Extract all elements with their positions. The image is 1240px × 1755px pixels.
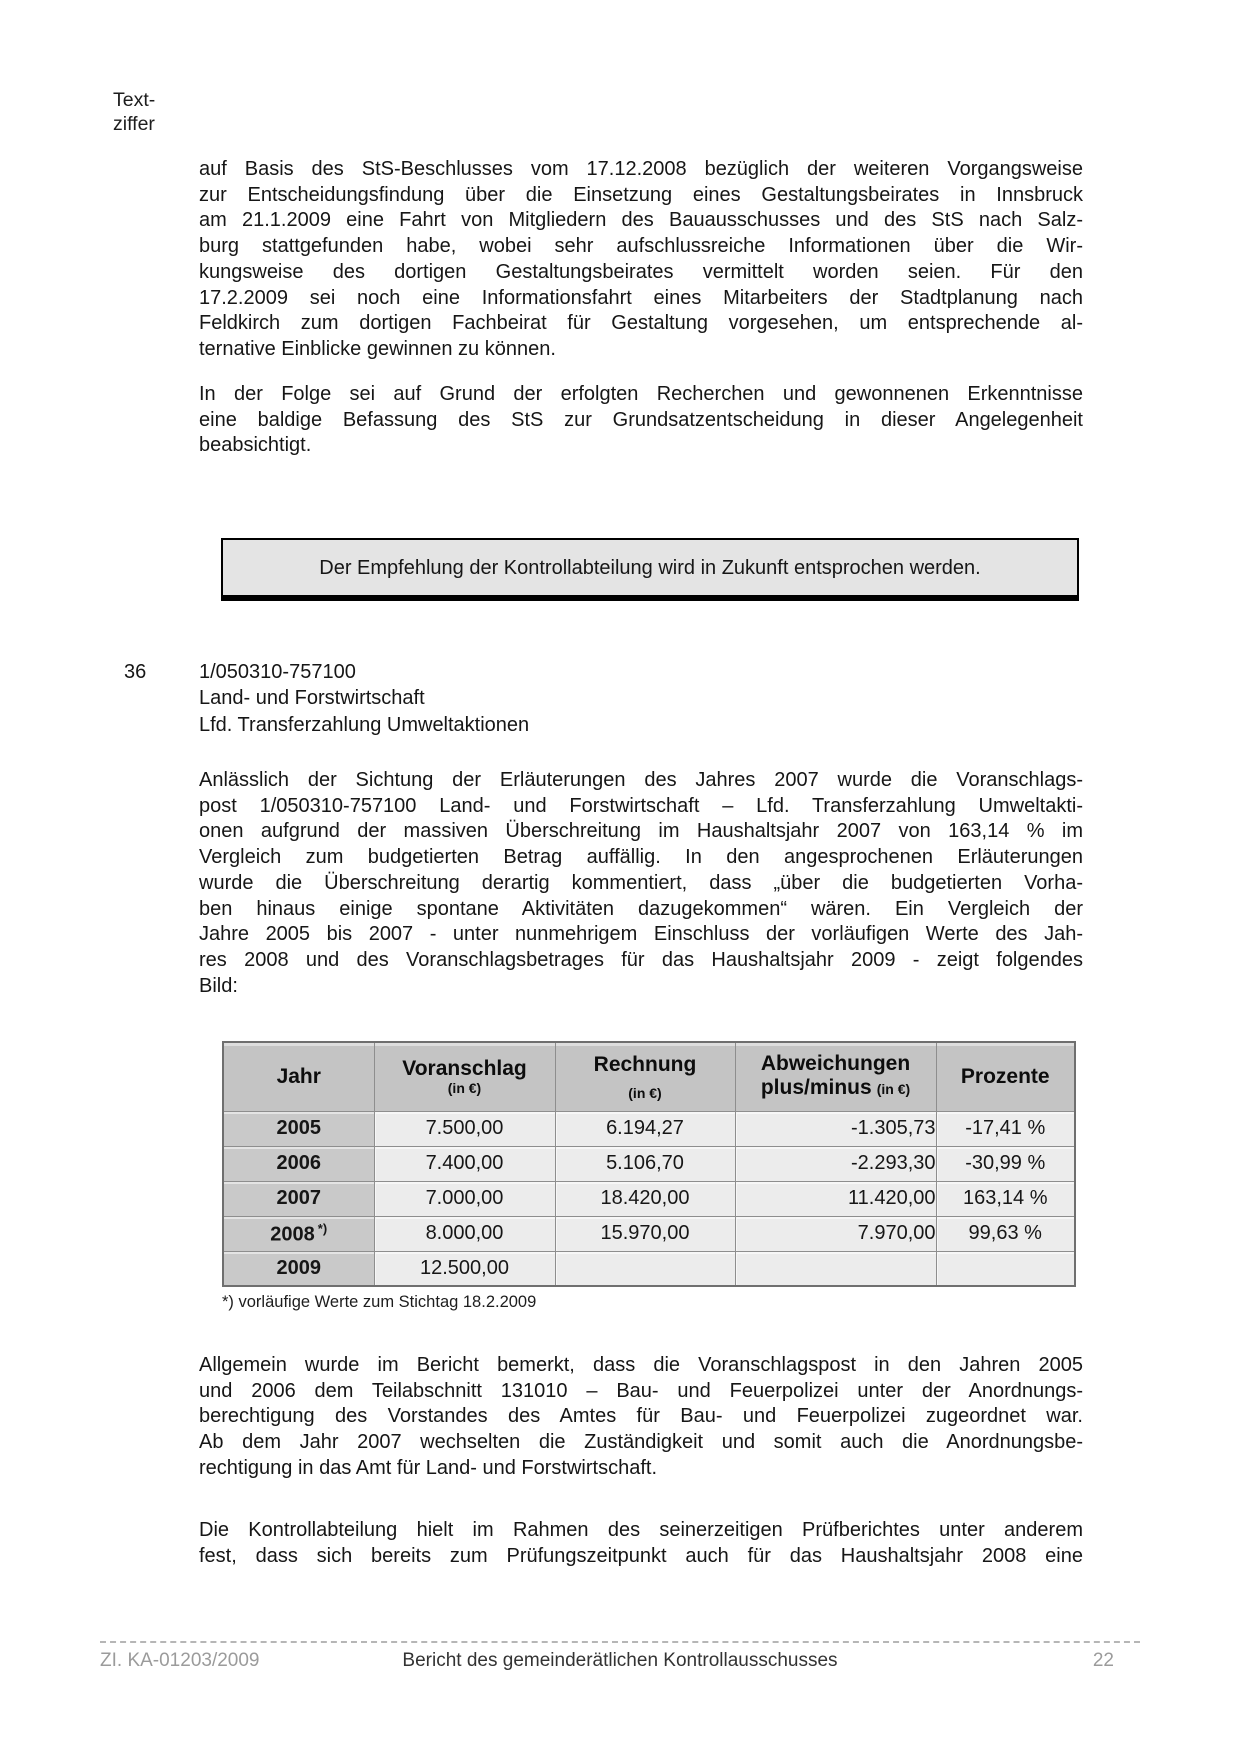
cell-jahr: 2009 xyxy=(223,1251,374,1286)
text-line: Bild: xyxy=(199,974,238,997)
cell-rechnung xyxy=(555,1251,735,1286)
footnote-marker: *) xyxy=(317,1220,328,1236)
text-line: Feldkirch zum dortigen Fachbeirat für Gestaltung vorgesehen, um entsprechende al- xyxy=(199,312,1083,335)
cell-voranschlag: 7.000,00 xyxy=(374,1181,555,1216)
cell-prozent xyxy=(936,1251,1075,1286)
table-header-row xyxy=(223,1042,1075,1111)
text-line: 17.2.2009 sei noch eine Informationsfahrt eines Mitarbeiters der Stadtplanung nach xyxy=(199,286,1083,309)
col-header-rechnung xyxy=(555,1042,735,1111)
cell-prozent: 163,14 % xyxy=(936,1181,1075,1216)
table-row xyxy=(223,1111,1075,1146)
cell-abweichung: -2.293,30 xyxy=(735,1146,936,1181)
text-line: ben hinaus einige spontane Aktivitäten dazugekommen“ wären. Ein Vergleich der xyxy=(199,897,1083,920)
cell-jahr: 2007 xyxy=(223,1181,374,1216)
cell-jahr: 2008 *) xyxy=(223,1216,374,1251)
text-line: ziffer xyxy=(113,113,155,135)
cell-jahr: 2005 xyxy=(223,1111,374,1146)
text-line: zur Entscheidungsfindung über die Einsetzung eines Gestaltungsbeirates in Innsbruck xyxy=(199,183,1083,206)
text-line: am 21.1.2009 eine Fahrt von Mitgliedern des Bauausschusses und des StS nach Salz- xyxy=(199,209,1083,232)
text-line: Lfd. Transferzahlung Umweltaktionen xyxy=(199,713,530,736)
recommendation-text: Der Empfehlung der Kontrollabteilung wird in Zukunft entsprochen werden. xyxy=(319,557,981,579)
table-row xyxy=(223,1181,1075,1216)
text-line: eine baldige Befassung des StS zur Grundsatzentscheidung in dieser Angelegenheit xyxy=(199,408,1083,431)
header-unit: (in €) xyxy=(447,1080,482,1097)
text-line: In der Folge sei auf Grund der erfolgten Recherchen und gewonnenen Erkenntnisse xyxy=(199,383,1083,405)
budget-comparison-table xyxy=(222,1041,1076,1287)
recommendation-box xyxy=(221,538,1079,601)
header-unit: (in €) xyxy=(628,1084,662,1101)
text-line: Vergleich zum budgetierten Betrag auffällig. In den angesprochenen Erläuterungen xyxy=(199,846,1083,869)
text-line: ternative Einblicke gewinnen zu können. xyxy=(199,337,556,360)
footer-page-number: 22 xyxy=(1092,1650,1114,1671)
header-title: Jahr xyxy=(276,1064,321,1088)
text-line: kungsweise des dortigen Gestaltungsbeirates vermittelt worden seien. Für den xyxy=(199,260,1083,283)
header-subtitle: plus/minus (in €) xyxy=(760,1076,911,1100)
cell-prozent: -17,41 % xyxy=(936,1111,1075,1146)
cell-voranschlag: 7.500,00 xyxy=(374,1111,555,1146)
cell-abweichung: 7.970,00 xyxy=(735,1216,936,1251)
header-title: Voranschlag xyxy=(402,1057,527,1081)
cell-rechnung: 6.194,27 xyxy=(555,1111,735,1146)
paragraph-folge-befassung xyxy=(199,382,1083,459)
paragraph-kontrollabteilung xyxy=(199,1518,1083,1569)
paragraph-sts-beschluss xyxy=(199,157,1083,363)
text-line: wurde die Überschreitung derartig kommentiert, dass „über die budgetierten Vorha- xyxy=(199,871,1083,894)
text-line: burg stattgefunden habe, wobei sehr aufschlussreiche Informationen über die Wir- xyxy=(199,235,1083,258)
cell-prozent: 99,63 % xyxy=(936,1216,1075,1251)
text-line: Die Kontrollabteilung hielt im Rahmen des seinerzeitigen Prüfberichtes unter anderem xyxy=(199,1519,1083,1541)
table-row xyxy=(223,1251,1075,1286)
text-line: post 1/050310-757100 Land- und Forstwirtschaft – Lfd. Transferzahlung Umweltakti- xyxy=(199,794,1083,817)
margin-column-label xyxy=(113,88,155,136)
item36-heading xyxy=(199,659,529,738)
col-header-prozente xyxy=(936,1042,1075,1111)
text-line: Text- xyxy=(113,89,156,111)
footer-report-title: Bericht des gemeinderätlichen Kontrollausschusses xyxy=(402,1650,838,1671)
text-line: fest, dass sich bereits zum Prüfungszeitpunkt auch für das Haushaltsjahr 2008 eine xyxy=(199,1544,1083,1567)
cell-abweichung: 11.420,00 xyxy=(735,1181,936,1216)
header-title: Prozente xyxy=(960,1064,1050,1088)
text-line: Land- und Forstwirtschaft xyxy=(199,687,425,710)
header-title: Abweichungen xyxy=(760,1052,911,1076)
header-unit: (in €) xyxy=(876,1081,911,1098)
col-header-abweichungen xyxy=(735,1042,936,1111)
cell-voranschlag: 7.400,00 xyxy=(374,1146,555,1181)
col-header-voranschlag xyxy=(374,1042,555,1111)
footer-reference-number: ZI. KA-01203/2009 xyxy=(100,1650,260,1671)
cell-voranschlag: 8.000,00 xyxy=(374,1216,555,1251)
text-line: auf Basis des StS-Beschlusses vom 17.12.2008 bezüglich der weiteren Vorgangsweise xyxy=(199,158,1083,180)
text-line: Allgemein wurde im Bericht bemerkt, dass die Voranschlagspost in den Jahren 2005 xyxy=(199,1354,1083,1376)
text-line: Ab dem Jahr 2007 wechselten die Zuständigkeit und somit auch die Anordnungsbe- xyxy=(199,1431,1083,1454)
text-line: res 2008 und des Voranschlagsbetrages für das Haushaltsjahr 2009 - zeigt folgendes xyxy=(199,948,1083,971)
cell-rechnung: 5.106,70 xyxy=(555,1146,735,1181)
text-line: und 2006 dem Teilabschnitt 131010 – Bau- und Feuerpolizei unter der Anordnungs- xyxy=(199,1379,1083,1402)
cell-rechnung: 18.420,00 xyxy=(555,1181,735,1216)
table-row xyxy=(223,1146,1075,1181)
text-line: rechtigung in das Amt für Land- und Forstwirtschaft. xyxy=(199,1456,657,1479)
budget-table-wrap xyxy=(222,1041,1076,1287)
header-title: Rechnung xyxy=(593,1052,697,1076)
cell-abweichung xyxy=(735,1251,936,1286)
cell-abweichung: -1.305,73 xyxy=(735,1111,936,1146)
page-footer xyxy=(100,1641,1140,1672)
paragraph-anlaesslich-sichtung xyxy=(199,768,1083,999)
cell-voranschlag: 12.500,00 xyxy=(374,1251,555,1286)
cell-jahr: 2006 xyxy=(223,1146,374,1181)
text-line: Jahre 2005 bis 2007 - unter nunmehrigem Einschluss der vorläufigen Werte des Jah- xyxy=(199,923,1083,946)
textziffer-number: 36 xyxy=(124,661,147,683)
text-line: beabsichtigt. xyxy=(199,434,312,457)
table-footnote: *) vorläufige Werte zum Stichtag 18.2.2009 xyxy=(222,1293,537,1311)
cell-rechnung: 15.970,00 xyxy=(555,1216,735,1251)
text-line: 1/050310-757100 xyxy=(199,661,356,683)
col-header-jahr xyxy=(223,1042,374,1111)
cell-prozent: -30,99 % xyxy=(936,1146,1075,1181)
text-line: onen aufgrund der massiven Überschreitung im Haushaltsjahr 2007 von 163,14 % im xyxy=(199,820,1083,843)
text-line: Anlässlich der Sichtung der Erläuterungen des Jahres 2007 wurde die Voranschlags- xyxy=(199,769,1083,791)
paragraph-allgemein-bericht xyxy=(199,1353,1083,1482)
text-line: berechtigung des Vorstandes des Amtes für Bau- und Feuerpolizei zugeordnet war. xyxy=(199,1405,1083,1428)
table-row xyxy=(223,1216,1075,1251)
